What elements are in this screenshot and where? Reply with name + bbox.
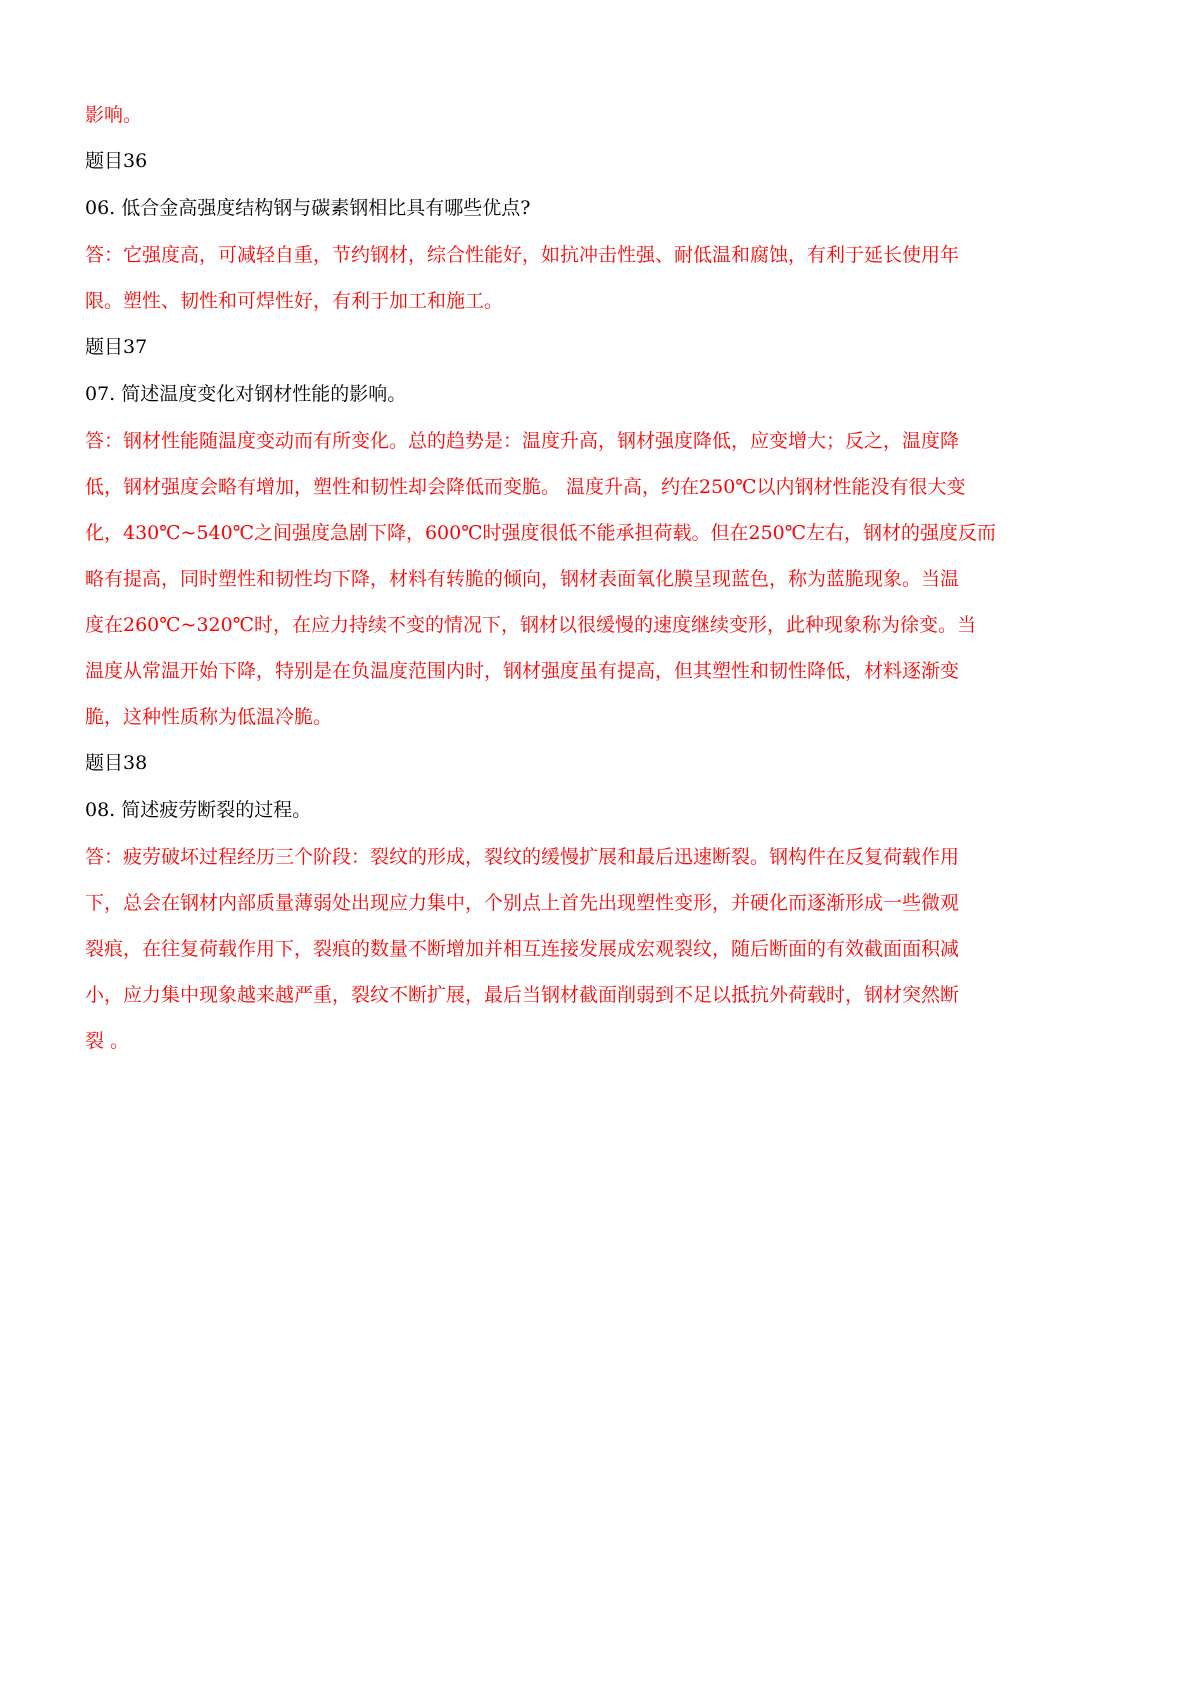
answer-line: 下，总会在钢材内部质量薄弱处出现应力集中，个别点上首先出现塑性变形，并硬化而逐渐形成一些微观: [85, 892, 960, 914]
answer-line: 低，钢材强度会略有增加，塑性和韧性却会降低而变脆。 温度升高，约在250℃以内钢材性能没有很大变: [85, 476, 966, 498]
answer-line: 度在260℃~320℃时，在应力持续不变的情况下，钢材以很缓慢的速度继续变形，此种现象称为徐变。当: [85, 614, 976, 636]
question-text-06: 06. 低合金高强度结构钢与碳素钢相比具有哪些优点?: [85, 197, 531, 219]
answer-line: 裂 。: [85, 1030, 130, 1052]
answer-35-continuation: [85, 92, 1105, 138]
answer-line: 答：疲劳破坏过程经历三个阶段：裂纹的形成，裂纹的缓慢扩展和最后迅速断裂。钢构件在反复荷载作用: [85, 846, 960, 868]
question-number-37: 题目37: [85, 336, 148, 358]
answer-line: 化，430℃~540℃之间强度急剧下降，600℃时强度很低不能承担荷载。但在250℃左右，钢材的强度反而: [85, 522, 997, 544]
answer-line: 答：它强度高，可减轻自重，节约钢材，综合性能好，如抗冲击性强、耐低温和腐蚀，有利于延长使用年: [85, 244, 960, 266]
answer-line: 脆，这种性质称为低温冷脆。: [85, 706, 333, 728]
answer-line: 温度从常温开始下降，特别是在负温度范围内时，钢材强度虽有提高，但其塑性和韧性降低，材料逐渐变: [85, 660, 960, 682]
answer-07: [85, 418, 1105, 740]
question-number-36: 题目36: [85, 150, 148, 172]
answer-line: 限。塑性、韧性和可焊性好，有利于加工和施工。: [85, 290, 504, 312]
document-body: [85, 92, 1105, 1064]
question-text-08: 08. 简述疲劳断裂的过程。: [85, 799, 312, 821]
answer-08: [85, 834, 1105, 1064]
answer-line: 影响。: [85, 104, 143, 126]
answer-line: 略有提高，同时塑性和韧性均下降，材料有转脆的倾向，钢材表面氧化膜呈现蓝色，称为蓝脆现象。当温: [85, 568, 960, 590]
question-text-07: 07. 简述温度变化对钢材性能的影响。: [85, 383, 407, 405]
answer-line: 答：钢材性能随温度变动而有所变化。总的趋势是：温度升高，钢材强度降低，应变增大；反之，温度降: [85, 430, 960, 452]
question-number-38: 题目38: [85, 752, 148, 774]
answer-line: 裂痕，在往复荷载作用下，裂痕的数量不断增加并相互连接发展成宏观裂纹，随后断面的有效截面面积减: [85, 938, 960, 960]
answer-line: 小，应力集中现象越来越严重，裂纹不断扩展，最后当钢材截面削弱到不足以抵抗外荷载时，钢材突然断: [85, 984, 960, 1006]
answer-06: [85, 232, 1105, 324]
